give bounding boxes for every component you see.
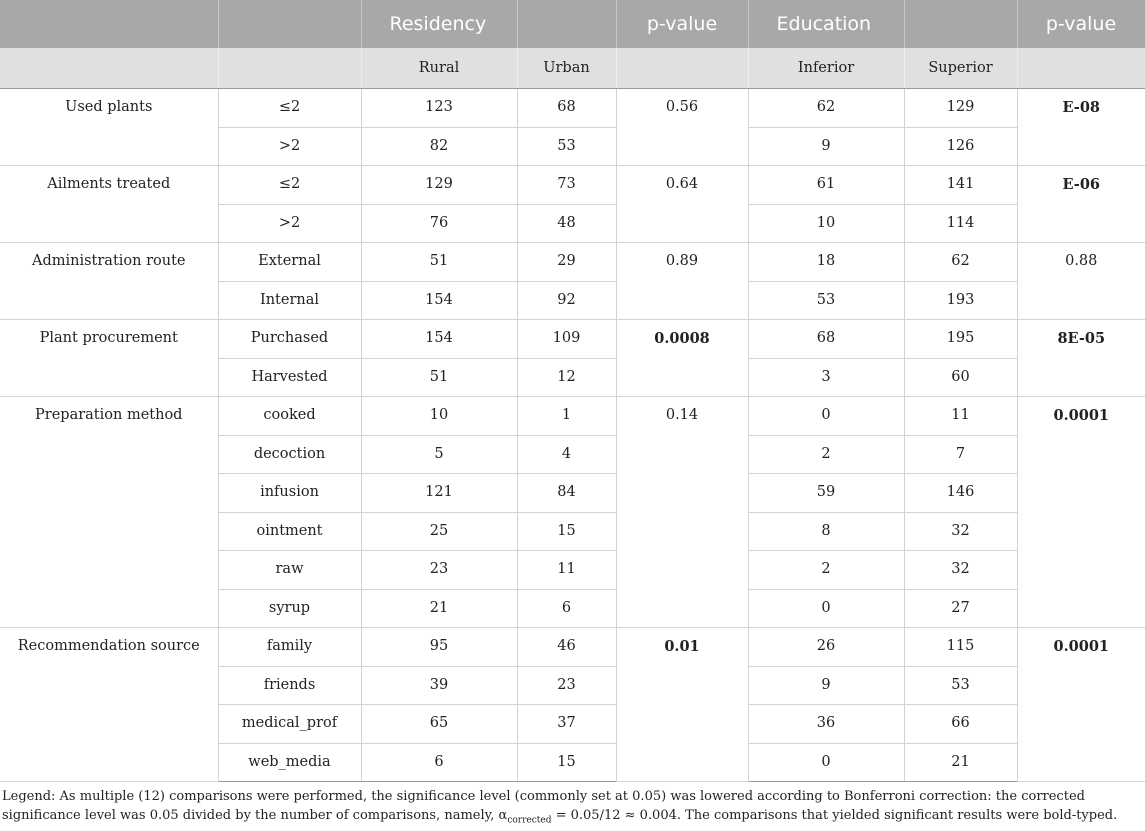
- inferior-cell: 59: [748, 474, 904, 513]
- rural-cell: 95: [361, 628, 517, 667]
- rural-cell: 76: [361, 204, 517, 243]
- urban-cell: 23: [517, 666, 616, 705]
- level-cell: External: [218, 243, 361, 282]
- p-value-education: 0.88: [1017, 243, 1145, 320]
- urban-cell: 15: [517, 743, 616, 782]
- header-pvalue-education: p-value: [1017, 0, 1145, 48]
- superior-cell: 62: [904, 243, 1017, 282]
- p-value-residency: 0.01: [616, 628, 748, 782]
- superior-cell: 32: [904, 551, 1017, 590]
- urban-cell: 92: [517, 281, 616, 320]
- header-empty-4: [904, 0, 1017, 48]
- rural-cell: 154: [361, 320, 517, 359]
- category-label: Plant procurement: [0, 320, 218, 397]
- table-row: [0, 243, 1145, 282]
- superior-cell: 66: [904, 705, 1017, 744]
- urban-cell: 29: [517, 243, 616, 282]
- inferior-cell: 36: [748, 705, 904, 744]
- inferior-cell: 62: [748, 89, 904, 128]
- urban-cell: 6: [517, 589, 616, 628]
- inferior-cell: 9: [748, 127, 904, 166]
- superior-cell: 193: [904, 281, 1017, 320]
- superior-cell: 195: [904, 320, 1017, 359]
- rural-cell: 6: [361, 743, 517, 782]
- category-label: Ailments treated: [0, 166, 218, 243]
- superior-cell: 141: [904, 166, 1017, 205]
- urban-cell: 46: [517, 628, 616, 667]
- header-education: Education: [748, 0, 904, 48]
- rural-cell: 154: [361, 281, 517, 320]
- superior-cell: 114: [904, 204, 1017, 243]
- p-value-education: 0.0001: [1017, 628, 1145, 782]
- legend: [2, 787, 1142, 831]
- header-row: [0, 0, 1145, 48]
- urban-cell: 53: [517, 127, 616, 166]
- rural-cell: 129: [361, 166, 517, 205]
- rural-cell: 21: [361, 589, 517, 628]
- subheader-empty-3: [616, 48, 748, 89]
- category-label: Preparation method: [0, 397, 218, 628]
- subheader-empty-4: [1017, 48, 1145, 89]
- rural-cell: 5: [361, 435, 517, 474]
- superior-cell: 60: [904, 358, 1017, 397]
- inferior-cell: 9: [748, 666, 904, 705]
- header-empty-1: [0, 0, 218, 48]
- superior-cell: 146: [904, 474, 1017, 513]
- category-label: Administration route: [0, 243, 218, 320]
- urban-cell: 12: [517, 358, 616, 397]
- level-cell: cooked: [218, 397, 361, 436]
- rural-cell: 39: [361, 666, 517, 705]
- legend-text-1: Legend: As multiple (12) comparisons were performed, the significance level (commonly set at 0.05) was lowered according to Bonferroni correction: the corrected significance level was 0.05 divided by the number of comparisons, namely, α: [2, 789, 1085, 823]
- level-cell: >2: [218, 127, 361, 166]
- inferior-cell: 0: [748, 397, 904, 436]
- superior-cell: 27: [904, 589, 1017, 628]
- p-value-education: 0.0001: [1017, 397, 1145, 628]
- table-row: [0, 320, 1145, 359]
- header-pvalue-residency: p-value: [616, 0, 748, 48]
- p-value-education: E-06: [1017, 166, 1145, 243]
- subheader-superior: Superior: [904, 48, 1017, 89]
- inferior-cell: 8: [748, 512, 904, 551]
- level-cell: decoction: [218, 435, 361, 474]
- p-value-residency: 0.64: [616, 166, 748, 243]
- legend-text-2: = 0.05/12 ≈ 0.004. The comparisons that yielded significant results were bold-typed.: [551, 808, 1118, 823]
- subheader-row: [0, 48, 1145, 89]
- urban-cell: 4: [517, 435, 616, 474]
- table-row: [0, 166, 1145, 205]
- p-value-residency: 0.0008: [616, 320, 748, 397]
- header-empty-3: [517, 0, 616, 48]
- category-label: Used plants: [0, 89, 218, 166]
- urban-cell: 109: [517, 320, 616, 359]
- level-cell: web_media: [218, 743, 361, 782]
- table-body: [0, 89, 1145, 782]
- table-row: [0, 628, 1145, 667]
- p-value-residency: 0.56: [616, 89, 748, 166]
- urban-cell: 11: [517, 551, 616, 590]
- superior-cell: 11: [904, 397, 1017, 436]
- inferior-cell: 61: [748, 166, 904, 205]
- level-cell: ≤2: [218, 166, 361, 205]
- table-row: [0, 397, 1145, 436]
- level-cell: syrup: [218, 589, 361, 628]
- rural-cell: 51: [361, 243, 517, 282]
- legend-subscript: corrected: [507, 815, 552, 826]
- level-cell: raw: [218, 551, 361, 590]
- rural-cell: 10: [361, 397, 517, 436]
- superior-cell: 7: [904, 435, 1017, 474]
- subheader-empty-1: [0, 48, 218, 89]
- inferior-cell: 26: [748, 628, 904, 667]
- urban-cell: 84: [517, 474, 616, 513]
- inferior-cell: 0: [748, 743, 904, 782]
- superior-cell: 115: [904, 628, 1017, 667]
- rural-cell: 23: [361, 551, 517, 590]
- level-cell: Internal: [218, 281, 361, 320]
- level-cell: ointment: [218, 512, 361, 551]
- level-cell: family: [218, 628, 361, 667]
- subheader-rural: Rural: [361, 48, 517, 89]
- level-cell: >2: [218, 204, 361, 243]
- urban-cell: 37: [517, 705, 616, 744]
- p-value-residency: 0.14: [616, 397, 748, 628]
- superior-cell: 21: [904, 743, 1017, 782]
- inferior-cell: 68: [748, 320, 904, 359]
- p-value-residency: 0.89: [616, 243, 748, 320]
- p-value-education: E-08: [1017, 89, 1145, 166]
- inferior-cell: 10: [748, 204, 904, 243]
- inferior-cell: 2: [748, 435, 904, 474]
- rural-cell: 51: [361, 358, 517, 397]
- subheader-urban: Urban: [517, 48, 616, 89]
- superior-cell: 53: [904, 666, 1017, 705]
- header-residency: Residency: [361, 0, 517, 48]
- inferior-cell: 53: [748, 281, 904, 320]
- header-empty-2: [218, 0, 361, 48]
- inferior-cell: 18: [748, 243, 904, 282]
- rural-cell: 121: [361, 474, 517, 513]
- level-cell: friends: [218, 666, 361, 705]
- level-cell: ≤2: [218, 89, 361, 128]
- urban-cell: 73: [517, 166, 616, 205]
- rural-cell: 65: [361, 705, 517, 744]
- level-cell: medical_prof: [218, 705, 361, 744]
- inferior-cell: 3: [748, 358, 904, 397]
- rural-cell: 82: [361, 127, 517, 166]
- rural-cell: 25: [361, 512, 517, 551]
- urban-cell: 48: [517, 204, 616, 243]
- urban-cell: 1: [517, 397, 616, 436]
- superior-cell: 129: [904, 89, 1017, 128]
- category-label: Recommendation source: [0, 628, 218, 782]
- subheader-inferior: Inferior: [748, 48, 904, 89]
- level-cell: Harvested: [218, 358, 361, 397]
- inferior-cell: 2: [748, 551, 904, 590]
- inferior-cell: 0: [748, 589, 904, 628]
- superior-cell: 126: [904, 127, 1017, 166]
- rural-cell: 123: [361, 89, 517, 128]
- p-value-education: 8E-05: [1017, 320, 1145, 397]
- level-cell: Purchased: [218, 320, 361, 359]
- urban-cell: 15: [517, 512, 616, 551]
- subheader-empty-2: [218, 48, 361, 89]
- urban-cell: 68: [517, 89, 616, 128]
- superior-cell: 32: [904, 512, 1017, 551]
- table-row: [0, 89, 1145, 128]
- level-cell: infusion: [218, 474, 361, 513]
